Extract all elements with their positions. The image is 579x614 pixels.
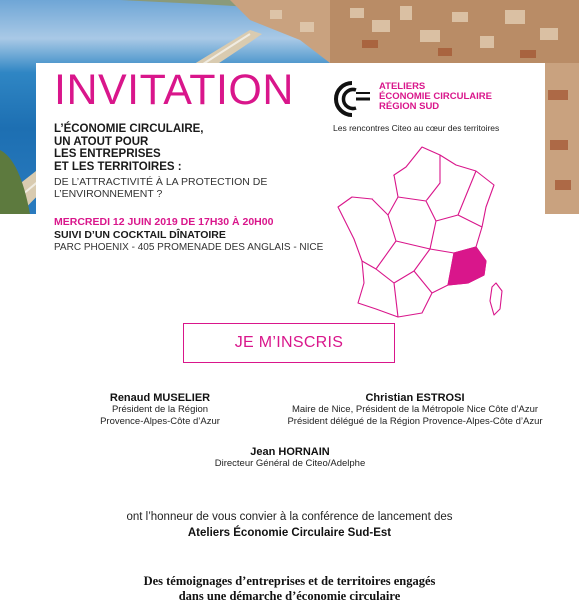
headline-line: ET LES TERRITOIRES :: [54, 160, 182, 173]
host-block: [184, 446, 396, 470]
page-title: INVITATION: [54, 66, 294, 114]
citeo-logo-icon: [330, 79, 374, 119]
logo-line: RÉGION SUD: [379, 101, 440, 112]
event-cocktail: SUIVI D’UN COCKTAIL DÎNATOIRE: [54, 229, 226, 241]
headline-line: LES ENTREPRISES: [54, 148, 161, 160]
register-button[interactable]: JE M’INSCRIS: [183, 323, 395, 363]
conference-title: Ateliers Économie Circulaire Sud-Est: [187, 527, 392, 539]
testimonial-line: dans une démarche d’économie circulaire: [178, 589, 401, 603]
logo-text: [379, 82, 492, 112]
host-name: Renaud MUSELIER: [109, 392, 211, 404]
host-name: Jean HORNAIN: [250, 446, 330, 458]
headline-line: L’ÉCONOMIE CIRCULAIRE,: [54, 123, 204, 135]
event-date: MERCREDI 12 JUIN 2019 DE 17H30 À 20H00: [54, 216, 274, 228]
event-location: PARC PHOENIX - 405 PROMENADE DES ANGLAIS - NICE: [54, 242, 324, 253]
host-role: Provence-Alpes-Côte d’Azur: [100, 416, 220, 427]
host-block: [280, 392, 550, 428]
logo-tagline: Les rencontres Citeo au cœur des territoires: [333, 123, 500, 133]
honor-text: ont l’honneur de vous convier à la conférence de lancement des: [126, 511, 453, 523]
logo-line: ÉCONOMIE CIRCULAIRE: [379, 91, 492, 102]
headline-line: UN ATOUT POUR: [54, 135, 149, 148]
invitation-card: [36, 63, 545, 327]
subline: DE L’ATTRACTIVITÉ À LA PROTECTION DE L’ENVIRONNEMENT ?: [54, 176, 268, 200]
testimonial-line: Des témoignages d’entreprises et de territoires engagés: [143, 574, 436, 588]
host-role: Maire de Nice, Président de la Métropole Nice Côte d’Azur: [291, 404, 539, 415]
france-map-icon: [336, 145, 506, 323]
host-name: Christian ESTROSI: [365, 392, 465, 404]
host-role: Président délégué de la Région Provence-Alpes-Côte d’Azur: [287, 416, 543, 427]
logo-line: ATELIERS: [379, 81, 426, 92]
host-role: Directeur Général de Citeo/Adelphe: [214, 458, 366, 469]
host-role: Président de la Région: [111, 404, 209, 415]
headline: [54, 123, 324, 173]
host-block: [66, 392, 254, 428]
testimonial-text: [0, 574, 579, 604]
highlighted-region: [448, 247, 486, 285]
